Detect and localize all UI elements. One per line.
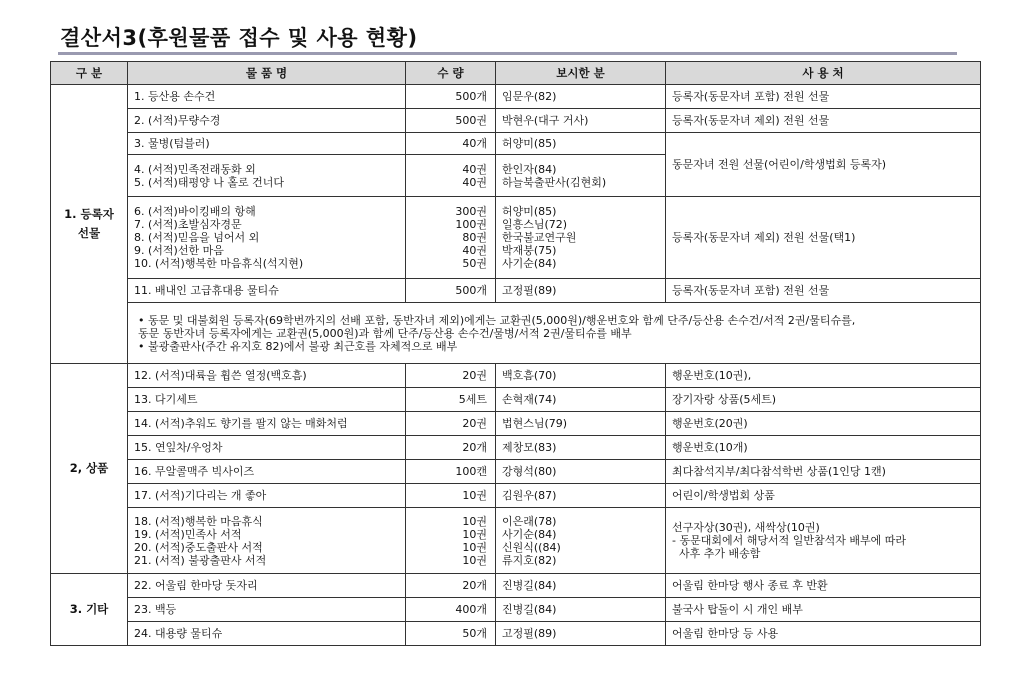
usage-cell: 장기자랑 상품(5세트) (666, 388, 981, 412)
quantity-cell: 100캔 (406, 460, 496, 484)
donor-cell: 박현우(대구 거사) (496, 109, 666, 133)
quantity-cell: 20권 (406, 364, 496, 388)
usage-cell: 행운번호(20권) (666, 412, 981, 436)
usage-cell: 등록자(동문자녀 제외) 전원 선물 (666, 109, 981, 133)
usage-cell: 등록자(동문자녀 포함) 전원 선물 (666, 279, 981, 303)
item-cell: 15. 연잎차/우엉차 (128, 436, 406, 460)
category-cell-prize: 2, 상품 (51, 364, 128, 574)
header-usage: 사 용 처 (666, 62, 981, 85)
notes-cell: • 동문 및 대불회원 등록자(69학번까지의 선배 포함, 동반자녀 제외)에게는 교환권(5,000원)/행운번호와 함께 단주/등산용 손수건/서적 2권/물티슈를, 동문 동반자녀 등록자에게는 교환권(5,000원)과 함께 단주/등산용 손수건/물병/서적 2권/물티슈를 배부 • 불광출판사(주간 유지호 82)에서 불광 최근호를 자체적으로 배부 (128, 303, 981, 364)
donor-cell: 백호흠(70) (496, 364, 666, 388)
table-row (51, 460, 981, 484)
item-cell: 11. 배내인 고급휴대용 물티슈 (128, 279, 406, 303)
category-cell-gift: 1. 등록자 선물 (51, 85, 128, 364)
donor-cell: 임문우(82) (496, 85, 666, 109)
quantity-cell: 20권 (406, 412, 496, 436)
usage-cell: 등록자(동문자녀 포함) 전원 선물 (666, 85, 981, 109)
table-row (51, 85, 981, 109)
table-row (51, 279, 981, 303)
donor-cell: 허양미(85) (496, 133, 666, 155)
table-row (51, 436, 981, 460)
donor-cell: 제창모(83) (496, 436, 666, 460)
item-cell: 1. 등산용 손수건 (128, 85, 406, 109)
table-row (51, 197, 981, 279)
donation-table (50, 61, 981, 646)
item-cell: 16. 무알콜맥주 빅사이즈 (128, 460, 406, 484)
quantity-cell: 400개 (406, 598, 496, 622)
donor-cell: 강형석(80) (496, 460, 666, 484)
table-row (51, 508, 981, 574)
donor-cell: 법현스님(79) (496, 412, 666, 436)
usage-cell: 불국사 탑돌이 시 개인 배부 (666, 598, 981, 622)
table-row (51, 412, 981, 436)
header-category: 구 분 (51, 62, 128, 85)
donor-cell: 허양미(85) 일흥스님(72) 한국불교연구원 박재붕(75) 사기순(84) (496, 197, 666, 279)
table-row (51, 364, 981, 388)
table-row (51, 484, 981, 508)
table-row (51, 388, 981, 412)
quantity-cell: 10권 (406, 484, 496, 508)
quantity-cell: 500개 (406, 279, 496, 303)
header-item-name: 물 품 명 (128, 62, 406, 85)
item-cell: 22. 어울림 한마당 돗자리 (128, 574, 406, 598)
quantity-cell: 20개 (406, 574, 496, 598)
item-cell: 14. (서적)추워도 향기를 팔지 않는 매화처럼 (128, 412, 406, 436)
quantity-cell: 40개 (406, 133, 496, 155)
header-quantity: 수 량 (406, 62, 496, 85)
donor-cell: 고정필(89) (496, 622, 666, 646)
donor-cell: 이은래(78) 사기순(84) 신원식((84) 류지호(82) (496, 508, 666, 574)
item-cell: 13. 다기세트 (128, 388, 406, 412)
quantity-cell: 50개 (406, 622, 496, 646)
usage-cell: 등록자(동문자녀 제외) 전원 선물(택1) (666, 197, 981, 279)
usage-cell: 행운번호(10권), (666, 364, 981, 388)
donor-cell: 한인자(84) 하늘북출판사(김현회) (496, 155, 666, 197)
donor-cell: 진병길(84) (496, 598, 666, 622)
donor-cell: 손혁재(74) (496, 388, 666, 412)
item-cell: 24. 대용량 물티슈 (128, 622, 406, 646)
item-cell: 23. 백등 (128, 598, 406, 622)
quantity-cell: 5세트 (406, 388, 496, 412)
usage-cell: 어린이/학생법회 상품 (666, 484, 981, 508)
item-cell: 2. (서적)무량수경 (128, 109, 406, 133)
header-row (51, 62, 981, 85)
title-underline (58, 52, 957, 55)
usage-cell: 어울림 한마당 행사 종료 후 반환 (666, 574, 981, 598)
donor-cell: 고정필(89) (496, 279, 666, 303)
item-cell: 12. (서적)대륙을 휩쓴 열정(백호흠) (128, 364, 406, 388)
table-row (51, 622, 981, 646)
item-cell: 3. 물병(텀블러) (128, 133, 406, 155)
page-title: 결산서3(후원물품 접수 및 사용 현황) (60, 26, 418, 50)
usage-cell: 동문자녀 전원 선물(어린이/학생법회 등록자) (666, 133, 981, 197)
table-row (51, 574, 981, 598)
item-cell: 17. (서적)기다리는 개 좋아 (128, 484, 406, 508)
donor-cell: 진병길(84) (496, 574, 666, 598)
item-cell: 4. (서적)민족전래동화 외 5. (서적)태평양 나 홀로 건너다 (128, 155, 406, 197)
table-row (51, 133, 981, 155)
usage-cell: 행운번호(10개) (666, 436, 981, 460)
header-donor: 보시한 분 (496, 62, 666, 85)
category-cell-other: 3. 기타 (51, 574, 128, 646)
item-cell: 6. (서적)바이킹배의 항해 7. (서적)초발심자경문 8. (서적)믿음을 넘어서 외 9. (서적)선한 마음 10. (서적)행복한 마음휴식(석지현) (128, 197, 406, 279)
table-row (51, 598, 981, 622)
quantity-cell: 10권 10권 10권 10권 (406, 508, 496, 574)
usage-cell: 선구자상(30권), 새싹상(10권) - 동문대회에서 해당서적 일반참석자 배부에 따라 사후 추가 배송함 (666, 508, 981, 574)
usage-cell: 어울림 한마당 등 사용 (666, 622, 981, 646)
quantity-cell: 300권 100권 80권 40권 50권 (406, 197, 496, 279)
table-row (51, 109, 981, 133)
item-cell: 18. (서적)행복한 마음휴식 19. (서적)민족사 서적 20. (서적)중도출판사 서적 21. (서적) 불광출판사 서적 (128, 508, 406, 574)
quantity-cell: 20개 (406, 436, 496, 460)
quantity-cell: 40권 40권 (406, 155, 496, 197)
quantity-cell: 500개 (406, 85, 496, 109)
quantity-cell: 500권 (406, 109, 496, 133)
donor-cell: 김원우(87) (496, 484, 666, 508)
notes-row (51, 303, 981, 364)
usage-cell: 최다참석지부/최다참석학번 상품(1인당 1캔) (666, 460, 981, 484)
